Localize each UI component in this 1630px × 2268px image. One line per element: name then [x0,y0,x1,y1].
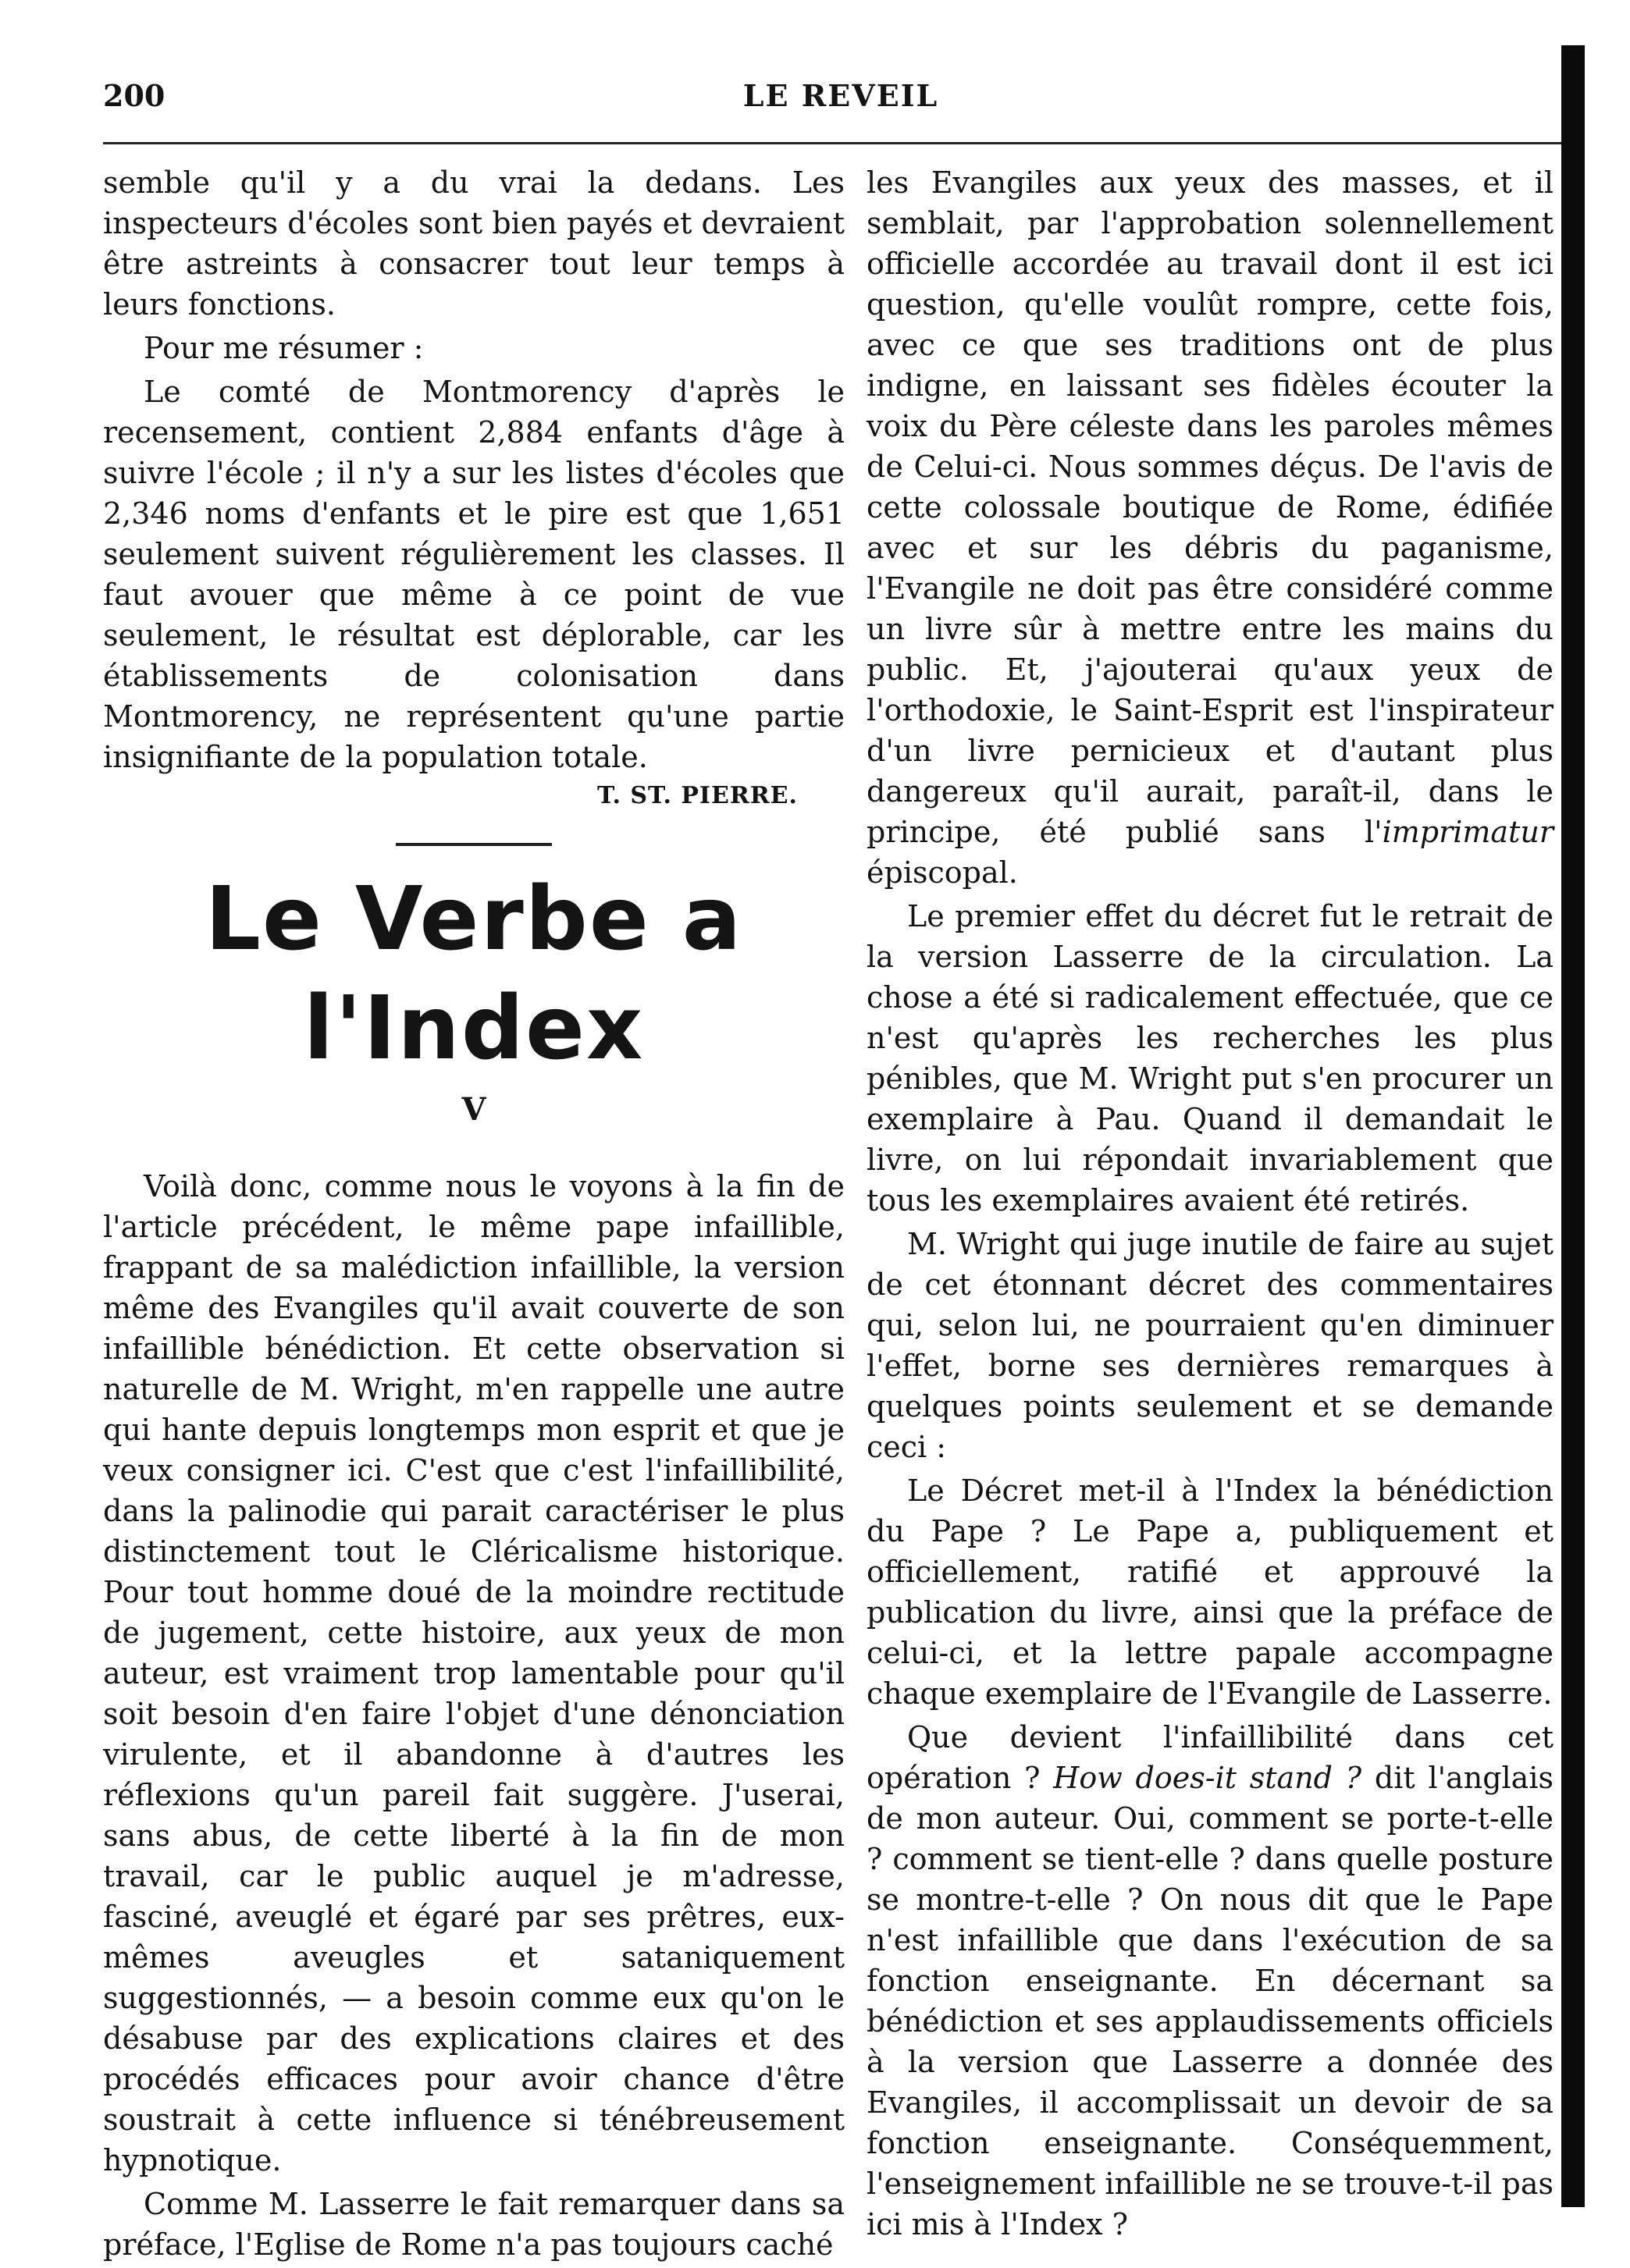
journal-title: LE REVEIL [742,78,939,113]
scan-edge-bar [1561,45,1585,2207]
left-column [103,162,845,2268]
paragraph [867,1717,1553,2245]
paragraph: M. Wright qui juge inutile de faire au sujet de cet étonnant décret des commentaires qui, selon lui, ne pourraient qu'en diminuer l'effet, borne ses dernières remarques à quelques points seulement et se demande ceci : [867,1227,1553,1464]
page-header [103,78,1578,125]
italic-term: imprimatur [1382,815,1553,849]
paragraph-text: Que devient l'infaillibilité dans cet opération ? [867,1720,1553,1795]
paragraph: semble qu'il y a du vrai la dedans. Les inspecteurs d'écoles sont bien payés et devraient être astreints à consacrer tout leur temps à leurs fonctions. [103,165,845,322]
article-title: Le Verbe a l'Index [205,869,743,1079]
paragraph: Voilà donc, comme nous le voyons à la fin de l'article précédent, le même pape infaillible, frappant de sa malédiction infaillible, la version même des Evangiles qu'il avait couverte de son infaillible bénédiction. Et cette observation si naturelle de M. Wright, m'en rappelle une autre qui hante depuis longtemps mon esprit et que je veux consigner ici. C'est que c'est l'infaillibilité, dans la palinodie qui parait caractériser le plus distinctement tout le Cléricalisme historique. Pour tout homme doué de la moindre rectitude de jugement, cette histoire, aux yeux de mon auteur, est vraiment trop lamentable pour qu'il soit besoin d'en faire l'objet d'une dénonciation virulente, et il abandonne à d'autres les réflexions qu'un pareil fait suggère. J'userai, sans abus, de cette liberté à la fin de mon travail, car le public auquel je m'adresse, fasciné, aveuglé et égaré par ses prêtres, eux-mêmes aveugles et sataniquement suggestionnés, — a besoin comme eux qu'on le désabuse par des explications claires et des procédés efficaces pour avoir chance d'être soustrait à cette influence si ténébreusement hypnotique. [103,1169,845,2177]
paragraph-text: épiscopal. [867,855,1018,890]
paragraph: Le Décret met-il à l'Index la bénédiction du Pape ? Le Pape a, publiquement et officiellement, ratifié et approuvé la publication du livre, ainsi que la préface de celui-ci, et la lettre papale accompagne chaque exemplaire de l'Evangile de Lasserre. [867,1473,1553,1711]
paragraph [867,162,1553,893]
author-signature: T. ST. PIERRE. [597,782,798,809]
right-column [867,162,1553,2248]
page-number: 200 [103,78,165,113]
paragraph: Le premier effet du décret fut le retrait de la version Lasserre de la circulation. La chose a été si radicalement effectuée, que ce n'est qu'après les recherches les plus pénibles, que M. Wright put s'en procurer un exemplaire à Pau. Quand il demandait le livre, on lui répondait invariablement que tous les exemplaires avaient été retirés. [867,899,1553,1218]
italic-quote: How does-it stand ? [1053,1761,1362,1795]
section-numeral: V [461,1091,486,1128]
paragraph: Pour me résumer : [144,331,424,365]
paragraph: Le comté de Montmorency d'après le recensement, contient 2,884 enfants d'âge à suivre l'école ; il n'y a sur les listes d'écoles que 2,346 noms d'enfants et le pire est que 1,651 seulement suivent régulièrement les classes. Il faut avouer que même à ce point de vue seulement, le résultat est déplorable, car les établissements de colonisation dans Montmorency, ne représentent qu'une partie insignifiante de la population totale. [103,375,845,774]
paragraph-text: dit l'anglais de mon auteur. Oui, comment se porte-t-elle ? comment se tient-elle ? dans quelle posture se montre-t-elle ? On nous dit que le Pape n'est infaillible que dans l'exécution de sa fonction enseignante. En décernant sa bénédiction et ses applaudissements officiels à la version que Lasserre a donnée des Evangiles, il accomplissait un devoir de sa fonction enseignante. Conséquemment, l'enseignement infaillible ne se trouve-t-il pas ici mis à l'Index ? [867,1761,1554,2241]
paragraph-text: les Evangiles aux yeux des masses, et il semblait, par l'approbation solennellement officielle accordée au travail dont il est ici question, qu'elle voulût rompre, cette fois, avec ce que ses traditions ont de plus indigne, en laissant ses fidèles écouter la voix du Père céleste dans les paroles mêmes de Celui-ci. Nous sommes déçus. De l'avis de cette colossale boutique de Rome, édifiée avec et sur les débris du paganisme, l'Evangile ne doit pas être considéré comme un livre sûr à mettre entre les mains du public. Et, j'ajouterai qu'aux yeux de l'orthodoxie, le Saint-Esprit est l'inspirateur d'un livre pernicieux et d'autant plus dangereux qu'il aurait, paraît-il, dans le principe, été publié sans l' [867,165,1553,849]
paragraph: Comme M. Lasserre le fait remarquer dans sa préface, l'Eglise de Rome n'a pas toujours caché [103,2187,845,2262]
header-rule [103,142,1578,144]
section-divider [396,843,552,846]
